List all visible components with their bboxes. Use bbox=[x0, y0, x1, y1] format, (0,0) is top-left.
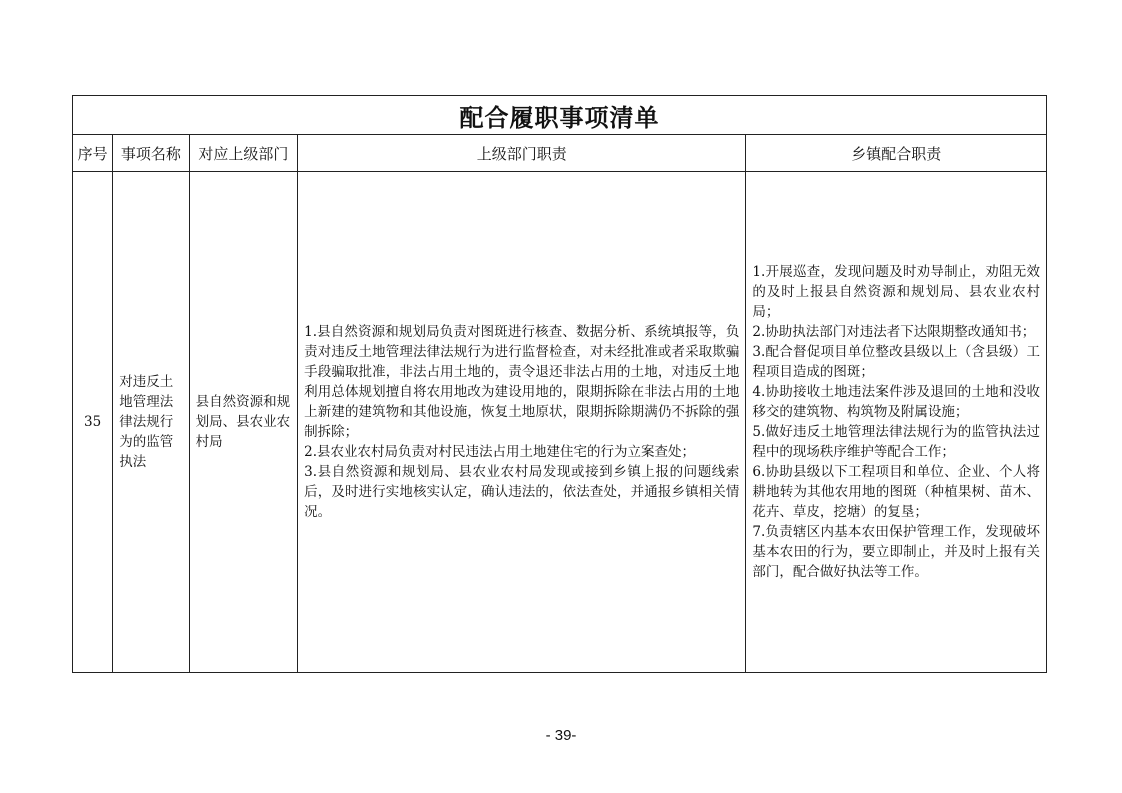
town-duty-item: 1.开展巡查，发现问题及时劝导制止，劝阻无效的及时上报县自然资源和规划局、县农业农村局； bbox=[752, 264, 1040, 320]
row-number: 35 bbox=[73, 172, 113, 673]
duty-item: 2.县农业农村局负责对村民违法占用土地建住宅的行为立案查处； bbox=[304, 444, 696, 460]
item-name: 对违反土地管理法律法规行为的监管执法 bbox=[113, 172, 189, 673]
header-item-name: 事项名称 bbox=[113, 135, 189, 172]
header-department-duties: 上级部门职责 bbox=[298, 135, 746, 172]
town-duty-item: 3.配合督促项目单位整改县级以上（含县级）工程项目造成的图斑； bbox=[752, 344, 1040, 380]
town-duties-list bbox=[752, 262, 1040, 582]
header-no: 序号 bbox=[73, 135, 113, 172]
table-row bbox=[73, 172, 1047, 673]
town-duty-item: 7.负责辖区内基本农田保护管理工作，发现破坏基本农田的行为，要立即制止，并及时上报有关部门，配合做好执法等工作。 bbox=[752, 524, 1040, 580]
town-duties-cell bbox=[746, 172, 1047, 673]
header-department: 对应上级部门 bbox=[189, 135, 298, 172]
department-name: 县自然资源和规划局、县农业农村局 bbox=[189, 172, 298, 673]
duty-item: 3.县自然资源和规划局、县农业农村局发现或接到乡镇上报的问题线索后，及时进行实地核实认定，确认违法的，依法查处，并通报乡镇相关情况。 bbox=[304, 464, 740, 520]
department-duties-list bbox=[304, 322, 739, 522]
duty-item: 1.县自然资源和规划局负责对图斑进行核查、数据分析、系统填报等，负责对违反土地管理法律法规行为进行监督检查，对未经批准或者采取欺骗手段骗取批准，非法占用土地的，责令退还非法占用的土地，对违反土地利用总体规划擅自将农用地改为建设用地的，限期拆除在非法占用的土地上新建的建筑物和其他设施，恢复土地原状，限期拆除期满仍不拆除的强制拆除； bbox=[304, 324, 740, 440]
department-duties-cell bbox=[298, 172, 746, 673]
document-title: 配合履职事项清单 bbox=[73, 96, 1047, 135]
town-duty-item: 2.协助执法部门对违法者下达限期整改通知书； bbox=[752, 324, 1036, 340]
town-duty-item: 4.协助接收土地违法案件涉及退回的土地和没收移交的建筑物、构筑物及附属设施； bbox=[752, 384, 1040, 420]
town-duty-item: 5.做好违反土地管理法律法规行为的监管执法过程中的现场秩序维护等配合工作； bbox=[752, 424, 1040, 460]
header-town-duties: 乡镇配合职责 bbox=[746, 135, 1047, 172]
duty-list-table bbox=[72, 95, 1047, 673]
town-duty-item: 6.协助县级以下工程项目和单位、企业、个人将耕地转为其他农用地的图斑（种植果树、苗木、花卉、草皮，挖塘）的复垦； bbox=[752, 464, 1040, 520]
page-number: - 39- bbox=[545, 727, 577, 744]
